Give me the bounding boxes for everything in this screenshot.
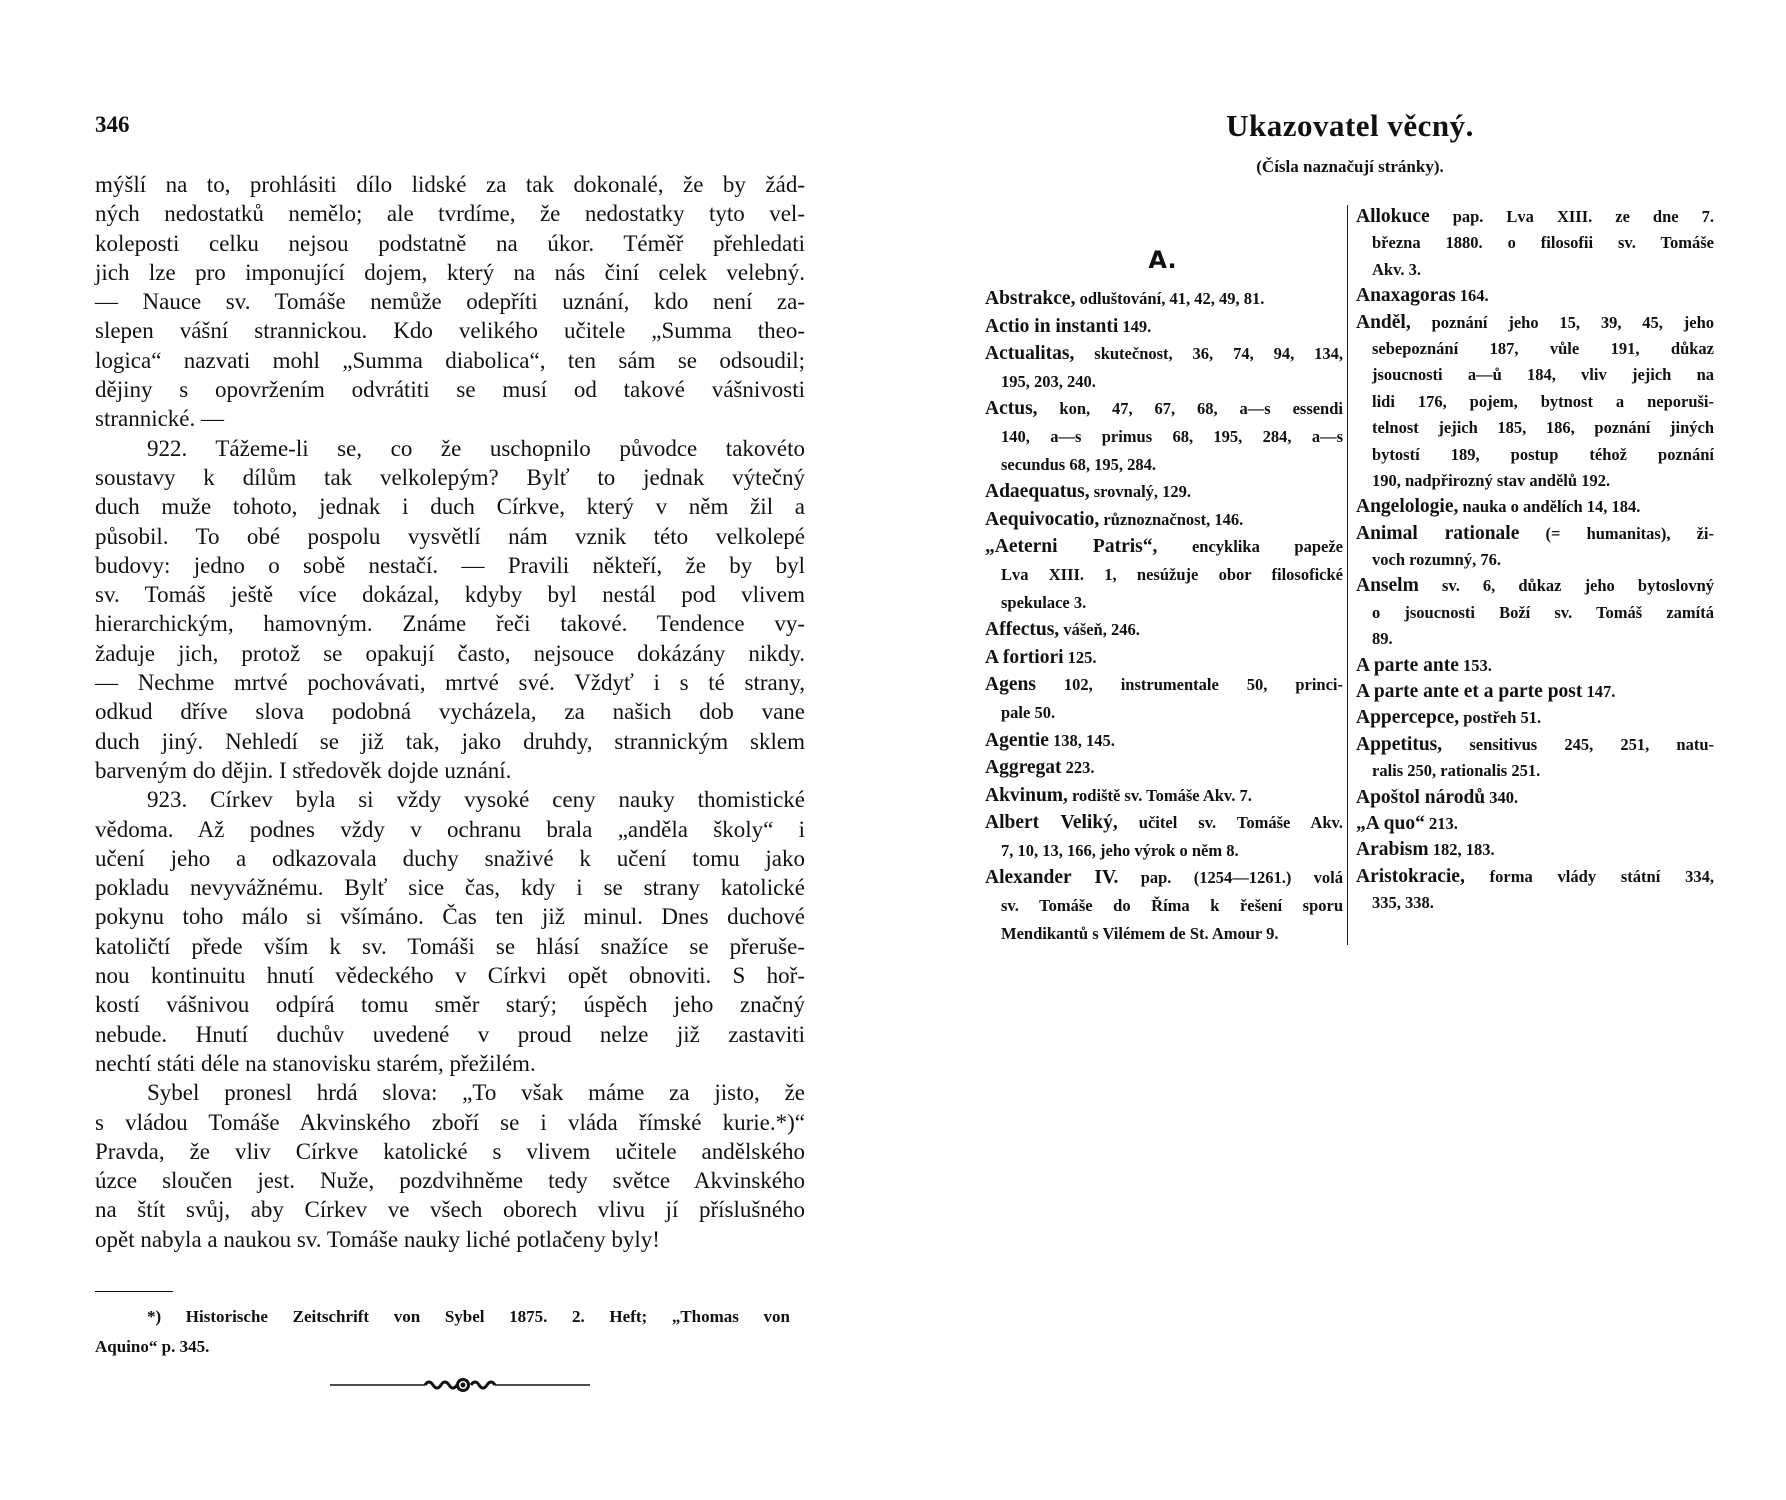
index-column-1 xyxy=(985,285,1343,947)
index-text: forma vlády státní 334, xyxy=(1489,866,1715,886)
index-line xyxy=(985,285,1343,313)
index-line xyxy=(985,671,1343,699)
index-line xyxy=(1356,283,1714,309)
index-text: sebepoznání 187, vůle 191, důkaz xyxy=(1372,338,1714,358)
index-entry xyxy=(1356,521,1714,574)
text-line: 923. Církev byla si vždy vysoké ceny nauky thomistické xyxy=(147,787,805,813)
index-text: srovnalý, 129. xyxy=(1093,482,1192,502)
index-entry xyxy=(985,395,1343,478)
index-line xyxy=(1356,600,1714,626)
text-line: nebude. Hnutí duchův uvedené v proud nelze již zastaviti xyxy=(95,1021,805,1047)
index-text: vášeň, 246. xyxy=(1063,620,1140,640)
text-line: strannické. — xyxy=(95,406,225,432)
text-line: pokynu toho málo si všímáno. Čas ten již minul. Dnes duchové xyxy=(95,904,805,930)
text-line: působil. To obé pospolu vysvětlí nám vznik této velkolepé xyxy=(95,523,805,549)
text-line: budovy: jedno o sobě nestačí. — Pravili někteří, že by byl xyxy=(95,552,805,578)
index-term: Agentie xyxy=(985,729,1049,751)
index-term: Animal rationale xyxy=(1356,522,1520,544)
index-line xyxy=(1356,336,1714,362)
index-term: Actus, xyxy=(985,398,1038,420)
index-text: nauka o andělích 14, 184. xyxy=(1462,497,1641,517)
index-line xyxy=(985,478,1343,506)
index-entry xyxy=(1356,705,1714,731)
index-line xyxy=(1356,811,1714,837)
index-text: Lva XIII. 1, nesúžuje obor filosofické xyxy=(1001,564,1343,584)
text-line: slepen vášní strannickou. Kdo velikého učitele „Summa theo- xyxy=(95,318,805,344)
text-line: katoličtí přede vším k sv. Tomáši se hlásí snažíce se přeruše- xyxy=(95,933,805,959)
index-entry xyxy=(985,616,1343,644)
text-line: dějiny s opovržením odvrátiti se musí od takové vášnivosti xyxy=(95,377,805,403)
index-line xyxy=(985,423,1343,451)
index-entry xyxy=(985,533,1343,616)
index-line xyxy=(1356,415,1714,441)
index-term: Aggregat xyxy=(985,757,1062,779)
index-entry xyxy=(985,285,1343,313)
text-line: odkud dříve slova podobná vycházela, za našich dob vane xyxy=(95,699,805,725)
text-line: kostí vášnivou odpírá tomu směr starý; úspěch jeho značný xyxy=(95,992,805,1018)
text-line: duch jiný. Nehledí se již tak, jako druhdy, strannickým sklem xyxy=(95,728,805,754)
index-text: lidi 176, pojem, bytnost a neporuši- xyxy=(1372,391,1714,411)
index-line xyxy=(1356,864,1714,890)
index-entry xyxy=(985,506,1343,534)
footnote-line: *) Historische Zeitschrift von Sybel 1875. 2. Heft; „Thomas von xyxy=(147,1307,790,1326)
index-entry xyxy=(1356,494,1714,520)
index-text: 190, nadpřirozný stav andělů 192. xyxy=(1372,470,1611,490)
text-line: — Nauce sv. Tomáše nemůže odepříti uznání, kdo není za- xyxy=(95,289,805,315)
page-number: 346 xyxy=(95,112,130,137)
index-line xyxy=(1356,204,1714,230)
index-text: března 1880. o filosofii sv. Tomáše xyxy=(1372,233,1714,253)
index-text: 140, a—s primus 68, 195, 284, a—s xyxy=(1001,426,1343,446)
index-line xyxy=(985,368,1343,396)
index-text: sensitivus 245, 251, natu- xyxy=(1469,734,1715,754)
index-line xyxy=(985,616,1343,644)
index-entry xyxy=(1356,204,1714,283)
index-term: Actio in instanti xyxy=(985,315,1119,337)
index-line xyxy=(985,451,1343,479)
index-term: Alexander IV. xyxy=(985,867,1119,889)
index-text: secundus 68, 195, 284. xyxy=(1001,454,1156,474)
index-term: Akvinum, xyxy=(985,784,1068,806)
index-text: 182, 183. xyxy=(1432,840,1495,860)
index-entry xyxy=(1356,653,1714,679)
index-line xyxy=(1356,468,1714,494)
index-term: A parte ante et a parte post xyxy=(1356,681,1583,703)
index-term: Anselm xyxy=(1356,575,1419,597)
index-term: Aequivocatio, xyxy=(985,508,1100,530)
index-text: poznání jeho 15, 39, 45, jeho xyxy=(1431,312,1714,332)
index-line xyxy=(985,892,1343,920)
index-text: 7, 10, 13, 166, jeho výrok o něm 8. xyxy=(1001,840,1239,860)
index-text: jsoucnosti a—ů 184, vliv jejich na xyxy=(1372,365,1714,385)
index-term: Actualitas, xyxy=(985,343,1075,365)
index-term: Agens xyxy=(985,674,1036,696)
index-text: pap. Lva XIII. ze dne 7. xyxy=(1452,207,1714,226)
footnote-rule xyxy=(95,1291,173,1292)
index-text: 164. xyxy=(1459,286,1489,306)
index-line xyxy=(985,782,1343,810)
index-entry xyxy=(985,671,1343,726)
index-term: Arabism xyxy=(1356,839,1429,861)
index-entry xyxy=(985,478,1343,506)
index-subtitle: (Čísla naznačují stránky). xyxy=(1256,157,1444,176)
text-line: opět nabyla a naukou sv. Tomáše nauky liché potlačeny byly! xyxy=(95,1226,660,1252)
index-line xyxy=(985,313,1343,341)
index-line xyxy=(1356,837,1714,863)
index-text: (= humanitas), ži- xyxy=(1545,523,1714,543)
index-text: učitel sv. Tomáše Akv. xyxy=(1138,813,1343,833)
index-line xyxy=(1356,310,1714,336)
index-line xyxy=(985,920,1343,948)
index-text: 195, 203, 240. xyxy=(1001,371,1096,391)
index-term: A parte ante xyxy=(1356,654,1459,676)
text-line: — Nechme mrtvé pochovávati, mrtvé své. Vždyť i s té strany, xyxy=(95,670,805,696)
index-line xyxy=(985,644,1343,672)
index-line xyxy=(985,699,1343,727)
index-term: A fortiori xyxy=(985,646,1064,668)
index-text: pale 50. xyxy=(1001,702,1056,722)
text-line: barveným do dějin. I středověk dojde uznání. xyxy=(95,757,512,783)
index-text: postřeh 51. xyxy=(1463,708,1542,728)
index-line xyxy=(1356,389,1714,415)
index-entry xyxy=(985,782,1343,810)
index-term: Anaxagoras xyxy=(1356,285,1456,307)
index-line xyxy=(985,561,1343,589)
index-text: encyklika papeže xyxy=(1191,537,1343,557)
section-letter: A. xyxy=(1148,246,1177,274)
index-term: Apoštol národů xyxy=(1356,786,1486,808)
index-entry xyxy=(1356,837,1714,863)
index-entry xyxy=(1356,785,1714,811)
text-line: mýšlí na to, prohlásiti dílo lidské za tak dokonalé, že by žád- xyxy=(95,172,805,197)
index-line xyxy=(1356,547,1714,573)
index-text: spekulace 3. xyxy=(1001,592,1087,612)
index-text: 340. xyxy=(1489,787,1519,807)
index-term: Appetitus, xyxy=(1356,733,1443,755)
text-line: duch muže tohoto, jednak i duch Církve, který v něm žil a xyxy=(95,494,805,520)
index-text: 149. xyxy=(1122,316,1152,336)
index-term: Anděl, xyxy=(1356,311,1411,333)
index-entry xyxy=(985,727,1343,755)
index-line xyxy=(1356,705,1714,731)
text-line: úzce sloučen jest. Nuže, pozdvihněme tedy světce Akvinského xyxy=(95,1168,805,1194)
index-term: Appercepce, xyxy=(1356,707,1460,729)
index-line xyxy=(985,589,1343,617)
text-line: vědoma. Až podnes vždy v ochranu brala „anděla školy“ i xyxy=(95,816,805,842)
index-text: ralis 250, rationalis 251. xyxy=(1372,761,1541,781)
index-line xyxy=(1356,758,1714,784)
index-line xyxy=(985,727,1343,755)
index-text: 138, 145. xyxy=(1053,730,1115,750)
index-term: Affectus, xyxy=(985,619,1060,641)
index-line xyxy=(985,340,1343,368)
text-line: nou kontinuitu hnutí vědeckého v Církvi opět obnoviti. S hoř- xyxy=(95,963,805,989)
index-entry xyxy=(1356,811,1714,837)
text-line: koleposti celku nejsou podstatně na úkor. Téměř přehledati xyxy=(95,230,805,256)
text-line: soustavy k dílům tak velkolepým? Bylť to jednak výtečný xyxy=(95,464,805,490)
text-line: Sybel pronesl hrdá slova: „To však máme za jisto, že xyxy=(147,1080,805,1106)
index-term: „A quo“ xyxy=(1356,812,1425,834)
index-line xyxy=(985,533,1343,561)
index-term: Angelologie, xyxy=(1356,496,1459,518)
index-line xyxy=(985,809,1343,837)
index-line xyxy=(985,395,1343,423)
index-entry xyxy=(1356,679,1714,705)
index-text: sv. 6, důkaz jeho bytoslovný xyxy=(1441,576,1714,596)
index-text: odluštování, 41, 42, 49, 81. xyxy=(1079,289,1265,308)
index-line xyxy=(1356,785,1714,811)
index-line xyxy=(1356,679,1714,705)
text-line: jich lze pro imponující dojem, který na nás činí celek velebný. xyxy=(95,259,805,285)
text-line: pokladu nevyvážnému. Bylť sice čas, kdy i se strany katolické xyxy=(95,875,805,901)
index-line xyxy=(1356,626,1714,652)
index-text: telnost jejich 185, 186, poznání jiných xyxy=(1372,418,1714,438)
index-text: 335, 338. xyxy=(1372,893,1434,913)
index-line xyxy=(1356,521,1714,547)
text-line: 922. Tážeme-li se, co že uschopnilo původce takovéto xyxy=(147,435,805,461)
index-text: kon, 47, 67, 68, a—s essendi xyxy=(1059,399,1343,419)
text-line: hierarchickým, hamovným. Známe řeči takové. Tendence vy- xyxy=(95,611,805,637)
index-entry xyxy=(1356,864,1714,917)
index-entry xyxy=(985,340,1343,395)
index-text: 223. xyxy=(1065,758,1095,778)
footnote xyxy=(95,1302,790,1362)
index-text: 147. xyxy=(1586,682,1616,702)
index-text: voch rozumný, 76. xyxy=(1372,550,1501,570)
index-column-2 xyxy=(1356,204,1714,917)
index-entry xyxy=(985,864,1343,947)
index-text: 102, instrumentale 50, princi- xyxy=(1063,675,1343,695)
column-divider xyxy=(1347,205,1348,945)
index-line xyxy=(1356,573,1714,599)
text-line: ných nedostatků nemělo; ale tvrdíme, že nedostatky tyto vel- xyxy=(95,201,805,227)
index-entry xyxy=(1356,573,1714,652)
text-line: nechtí státi déle na stanovisku starém, přežilém. xyxy=(95,1050,536,1076)
text-line: žaduje jich, protož se opakují často, nejsouce dokázány nikdy. xyxy=(95,640,805,666)
text-line: na štít svůj, aby Církev ve všech oborech vlivu jí příslušného xyxy=(95,1197,805,1223)
text-line: Pravda, že vliv Církve katolické s vlivem učitele andělského xyxy=(95,1138,805,1164)
index-term: Abstrakce, xyxy=(985,288,1076,309)
index-text: 125. xyxy=(1067,647,1097,667)
index-text: Mendikantů s Vilémem de St. Amour 9. xyxy=(1001,923,1279,943)
index-entry xyxy=(985,313,1343,341)
index-entry xyxy=(985,754,1343,782)
index-text: 89. xyxy=(1372,629,1393,649)
index-line xyxy=(1356,362,1714,388)
index-entry xyxy=(985,809,1343,864)
index-line xyxy=(985,506,1343,534)
body-text xyxy=(95,170,805,1254)
index-entry xyxy=(1356,310,1714,495)
index-text: sv. Tomáše do Říma k řešení sporu xyxy=(1001,896,1343,916)
index-text: 153. xyxy=(1463,655,1492,675)
index-line xyxy=(1356,230,1714,256)
index-line xyxy=(985,754,1343,782)
index-entry xyxy=(985,644,1343,672)
index-text: různoznačnost, 146. xyxy=(1103,509,1244,529)
index-text: Akv. 3. xyxy=(1372,259,1422,279)
index-line xyxy=(1356,494,1714,520)
ornament-divider-icon xyxy=(330,1374,590,1394)
index-line xyxy=(1356,442,1714,468)
index-term: Allokuce xyxy=(1356,206,1430,227)
index-entry xyxy=(1356,732,1714,785)
index-text: rodiště sv. Tomáše Akv. 7. xyxy=(1072,785,1252,805)
index-title: Ukazovatel věcný. xyxy=(1226,108,1474,143)
index-term: „Aeterni Patris“, xyxy=(985,536,1158,558)
index-entry xyxy=(1356,283,1714,309)
text-line: učení jeho a odkazovala duchy snaživé k učení tomu jako xyxy=(95,845,805,871)
index-line xyxy=(985,837,1343,865)
text-line: s vládou Tomáše Akvinského zboří se i vláda římské kurie.*)“ xyxy=(95,1109,805,1135)
index-text: pap. (1254—1261.) volá xyxy=(1140,868,1343,888)
index-line xyxy=(1356,653,1714,679)
text-line: sv. Tomáš ještě více dokázal, kdyby byl nestál pod vlivem xyxy=(95,582,805,608)
text-line: logica“ nazvati mohl „Summa diabolica“, ten sám se odsoudil; xyxy=(95,347,805,373)
footnote-line: Aquino“ p. 345. xyxy=(95,1337,210,1356)
index-line xyxy=(1356,890,1714,916)
index-text: 213. xyxy=(1428,813,1458,833)
index-text: bytostí 189, postup téhož poznání xyxy=(1372,444,1714,464)
index-text: o jsoucnosti Boží sv. Tomáš zamítá xyxy=(1372,602,1714,622)
index-term: Albert Veliký, xyxy=(985,812,1118,834)
index-term: Adaequatus, xyxy=(985,481,1090,503)
index-line xyxy=(1356,732,1714,758)
index-line xyxy=(985,864,1343,892)
index-term: Aristokracie, xyxy=(1356,865,1465,887)
index-line xyxy=(1356,257,1714,283)
index-text: skutečnost, 36, 74, 94, 134, xyxy=(1094,344,1344,364)
